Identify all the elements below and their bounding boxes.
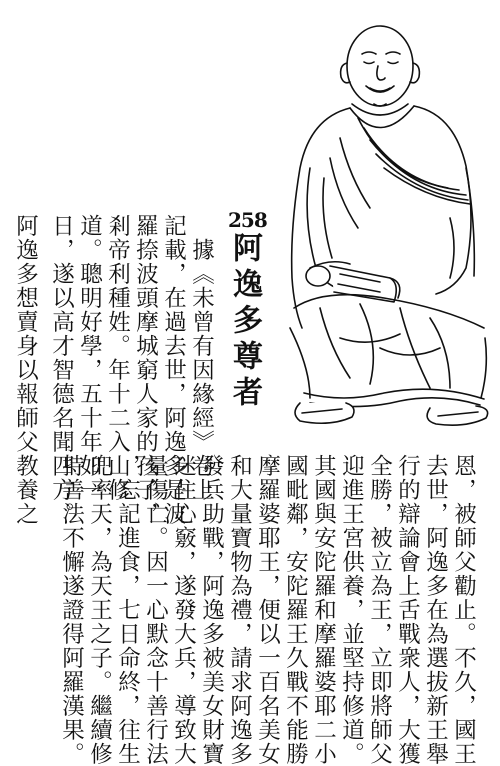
text-column: 阿逸多想賣身以報師父教養之 [12, 214, 39, 526]
entry-title: 阿逸多尊者 [227, 232, 262, 412]
text-column: 和大量寶物為禮，請求阿逸多 [226, 454, 253, 766]
text-column: 國毗鄰，安陀羅王久戰不能勝 [282, 454, 309, 766]
arhat-illustration [280, 8, 495, 453]
text-column: 迷住心竅，遂發大兵，導致大 [170, 454, 197, 766]
text-column: 全勝，被立為王，立即將師父 [366, 454, 393, 766]
text-column: 剎帝利種姓。年十二入山修 [104, 214, 131, 502]
text-column: 記載，在過去世，阿逸多是波 [160, 214, 187, 526]
text-column: 兜率天，為天王之子。繼續修 [86, 454, 113, 766]
text-column: 持善法不懈遂證得阿羅漢果。 [58, 454, 85, 766]
text-column: 去世，阿逸多在為選拔新王舉 [422, 454, 449, 766]
text-column: 日，遂以高才智德名聞四方。 [48, 214, 75, 526]
text-column: 發兵助戰，阿逸多被美女財寶 [198, 454, 225, 766]
text-column: 摩羅婆耶王，便以一百名美女 [254, 454, 281, 766]
text-column: 據《未曾有因緣經》卷上 [188, 238, 215, 502]
text-column: 其國與安陀羅和摩羅婆耶二小 [310, 454, 337, 766]
text-column: 行的辯論會上舌戰衆人，大獲 [394, 454, 421, 766]
text-column: 恩，被師父勸止。不久，國王 [450, 454, 477, 766]
text-column: 迎進王宮供養，並堅持修道。 [338, 454, 365, 766]
text-column: 量傷亡。因一心默念十善行法 [142, 454, 169, 766]
text-column: ，忘記進食，七日命終，往生 [114, 454, 141, 766]
text-column: 道。聰明好學，五十年如一 [76, 214, 103, 502]
entry-number: 258 [228, 208, 267, 232]
text-column: 羅捺波頭摩城窮人家的孩子， [132, 214, 159, 526]
